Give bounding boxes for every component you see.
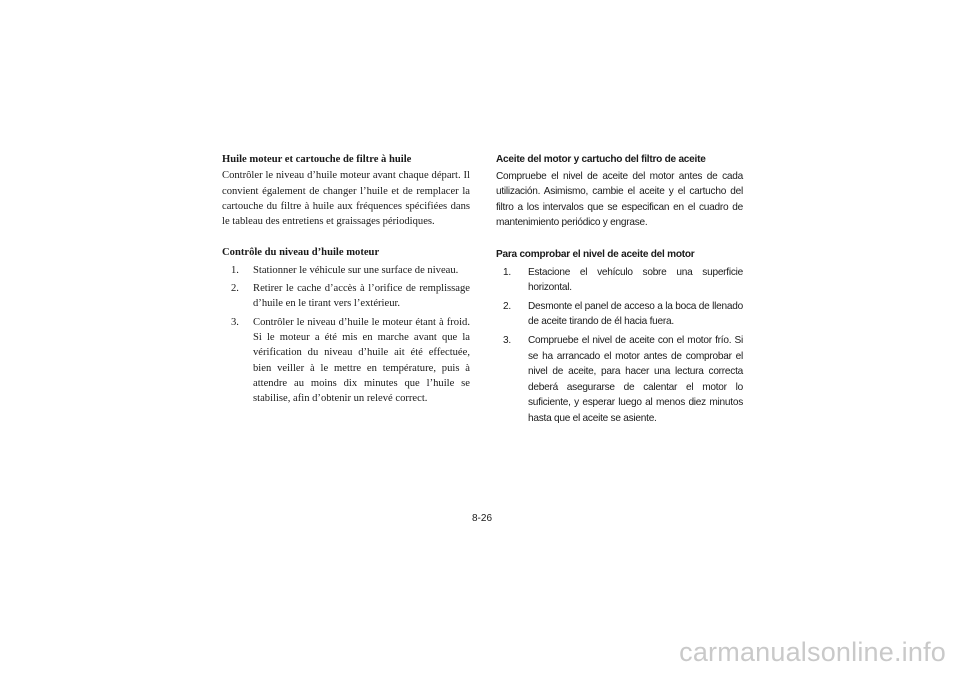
french-step-1 [222, 263, 470, 278]
spanish-subheading: Para comprobar el nivel de aceite del motor [496, 248, 695, 260]
spanish-step-3 [496, 333, 743, 427]
step-text: Retirer le cache d’accès à l’orifice de remplissage d’huile en le tirant vers l’extérieur. [253, 283, 470, 310]
spanish-column [496, 152, 743, 430]
step-text: Contrôler le niveau d’huile le moteur étant à froid. Si le moteur a été mis en marche avant que la vérification du niveau d’huile ait été effectuée, bien veiller à le mettre en température, puis à attendre au moins dix minutes que l’huile se stabilise, afin d’obtenir un relevé correct. [253, 316, 470, 405]
french-step-3 [222, 315, 470, 407]
page-number: 8-26 [471, 513, 492, 524]
french-steps [222, 263, 470, 407]
french-column [222, 152, 470, 409]
french-subheading: Contrôle du niveau d’huile moteur [222, 247, 380, 259]
step-text: Stationner le véhicule sur une surface de niveau. [253, 264, 459, 276]
spanish-heading: Aceite del motor y cartucho del filtro de aceite [496, 154, 706, 165]
step-number: 3. [503, 334, 511, 346]
step-number: 2. [503, 300, 511, 312]
step-text: Compruebe el nivel de aceite con el motor frío. Si se ha arrancado el motor antes de comprobar el nivel de aceite, para hacer una lectura correcta deberá asegurarse de calentar el motor lo suficiente, y esperar luego al menos diez minutos hasta que el aceite se asiente. [528, 334, 743, 424]
step-number: 2. [231, 283, 239, 295]
step-text: Desmonte el panel de acceso a la boca de llenado de aceite tirando de él hacia fuera. [528, 300, 743, 328]
step-number: 1. [503, 266, 511, 278]
site-watermark: carmanualsonline.info [679, 637, 946, 667]
spanish-step-2 [496, 299, 743, 330]
spanish-step-1 [496, 265, 743, 296]
spanish-steps [496, 265, 743, 427]
step-number: 3. [231, 316, 239, 328]
french-step-2 [222, 281, 470, 312]
spanish-intro: Compruebe el nivel de aceite del motor antes de cada utilización. Asimismo, cambie el aceite y el cartucho del filtro a los intervalos que se especifican en el cuadro de mantenimiento periódico y engrase. [496, 170, 743, 229]
french-heading: Huile moteur et cartouche de filtre à huile [222, 154, 412, 165]
step-number: 1. [231, 264, 239, 276]
step-text: Estacione el vehículo sobre una superficie horizontal. [528, 266, 743, 294]
french-intro: Contrôler le niveau d’huile moteur avant chaque départ. Il convient également de changer l’huile et de remplacer la cartouche du filtre à huile aux fréquences spécifiées dans le tableau des entretiens et graissages périodiques. [222, 170, 470, 228]
